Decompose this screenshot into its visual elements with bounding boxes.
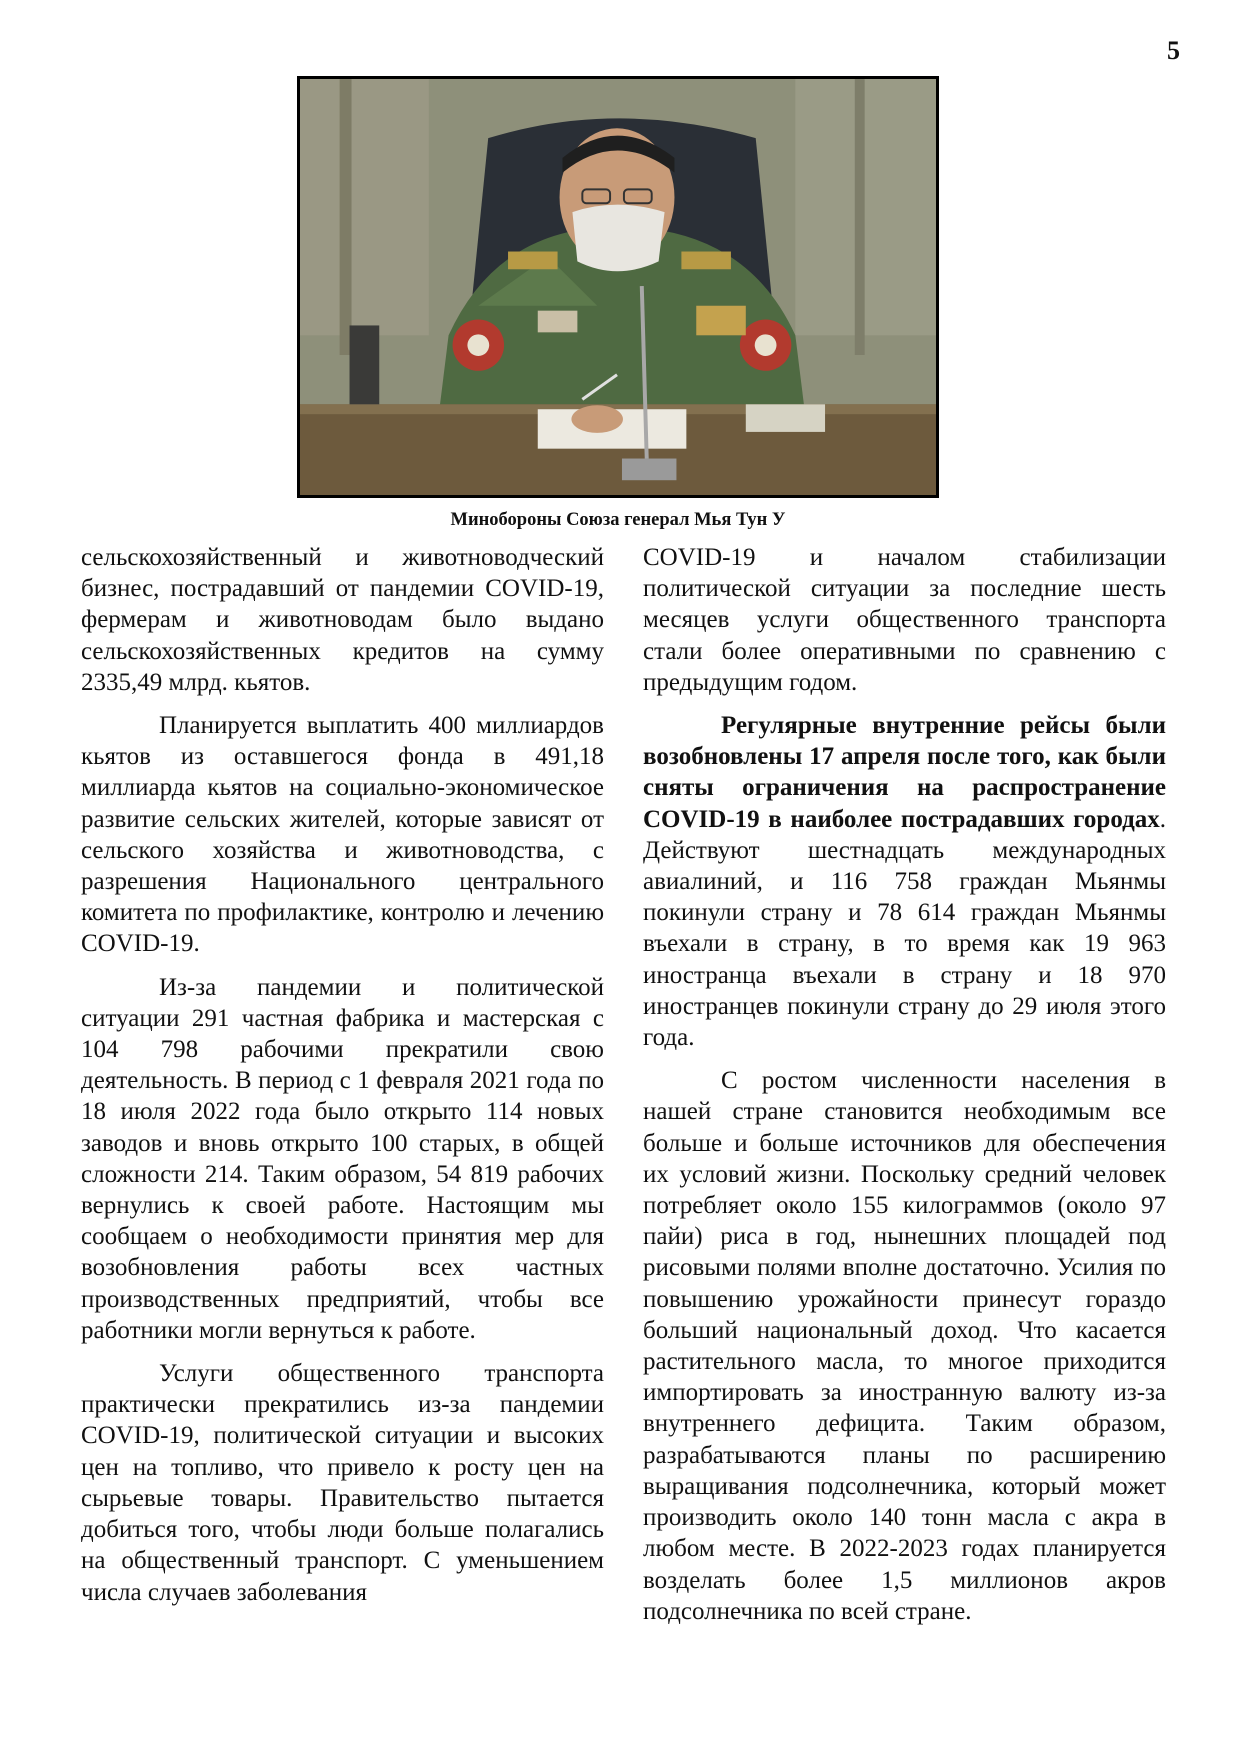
paragraph-rest: . Действуют шестнадцать международных авиалиний, и 116 758 граждан Мьянмы покинули страну и 78 614 граждан Мьянмы въехали в страну, в то время как 19 963 иностранца въехали в страну и 18 970 иностранцев покинули страну до 29 июля этого года.: [643, 805, 1166, 1052]
left-column: [81, 542, 604, 1620]
page-number: 5: [1167, 36, 1180, 65]
article-photo: [297, 76, 939, 498]
paragraph: COVID-19 и началом стабилизации политической ситуации за последние шесть месяцев услуги общественного транспорта стали более оперативными по сравнению с предыдущим годом.: [643, 544, 1166, 696]
right-column: [643, 542, 1166, 1639]
paragraph: [643, 710, 1166, 1053]
photo-illustration: [300, 79, 936, 495]
paragraph: сельскохозяйственный и животноводческий бизнес, пострадавший от пандемии COVID-19, фермерам и животноводам было выдано сельскохозяйственных кредитов на сумму 2335,49 млрд. кьятов.: [81, 544, 604, 696]
paragraph: Планируется выплатить 400 миллиардов кьятов из оставшегося фонда в 491,18 миллиарда кьятов на социально-экономическое развитие сельских жителей, которые зависят от сельского хозяйства и животноводства, с разрешения Национального центрального комитета по профилактике, контролю и лечению COVID-19.: [81, 712, 604, 958]
bold-lead: Регулярные внутренние рейсы были возобновлены 17 апреля после того, как были сняты ограничения на распространение COVID-19 в наиболее пострадавших городах: [643, 712, 1166, 833]
photo-caption: Минобороны Союза генерал Мья Тун У: [450, 510, 786, 530]
paragraph: Из-за пандемии и политической ситуации 291 частная фабрика и мастерская с 104 798 рабочими прекратили свою деятельность. В период с 1 февраля 2021 года по 18 июля 2022 года было открыто 114 новых заводов и вновь открыто 100 старых, в общей сложности 214. Таким образом, 54 819 рабочих вернулись к своей работе. Настоящим мы сообщаем о необходимости принятия мер для возобновления работы всех частных производственных предприятий, чтобы все работники могли вернуться к работе.: [81, 973, 604, 1344]
paragraph: С ростом численности населения в нашей стране становится необходимым все больше и больше источников для обеспечения их условий жизни. Поскольку средний человек потребляет около 155 килограммов (около 97 пайи) риса в год, нынешних площадей под рисовыми полями вполне достаточно. Усилия по повышению урожайности принесут гораздо больший национальный доход. Что касается растительного масла, то многое приходится импортировать за иностранную валюту из-за внутреннего дефицита. Таким образом, разрабатываются планы по расширению выращивания подсолнечника, который может производить около 140 тонн масла с акра в любом месте. В 2022-2023 годах планируется возделать более 1,5 миллионов акров подсолнечника по всей стране.: [643, 1067, 1166, 1625]
paragraph: Услуги общественного транспорта практически прекратились из-за пандемии COVID-19, политической ситуации и высоких цен на топливо, что привело к росту цен на сырьевые товары. Правительство пытается добиться того, чтобы люди больше полагались на общественный транспорт. С уменьшением числа случаев заболевания: [81, 1360, 604, 1606]
